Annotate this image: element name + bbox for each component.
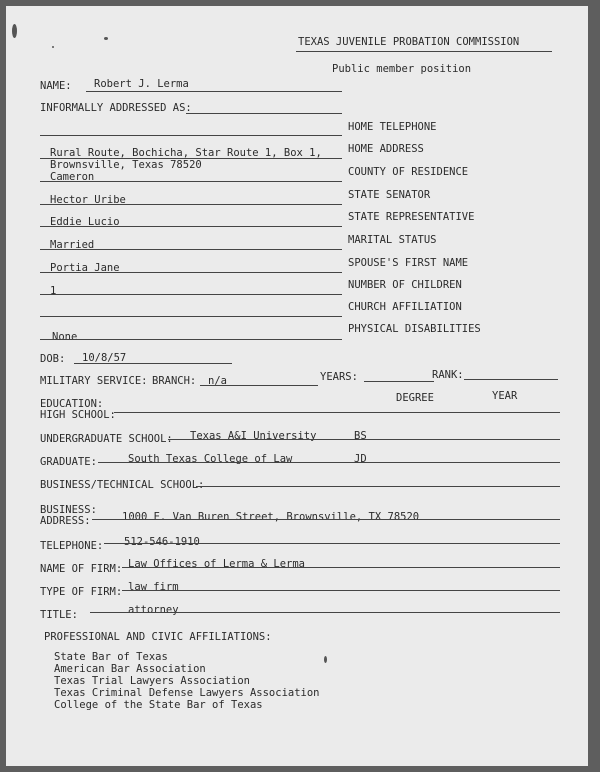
firm-name-line <box>122 567 560 568</box>
marital-line <box>40 249 342 250</box>
rank-label: RANK: <box>432 369 464 381</box>
branch-line <box>200 385 318 386</box>
graduate-degree: JD <box>354 453 367 465</box>
undergrad-line <box>168 439 560 440</box>
dob-label: DOB: <box>40 353 66 365</box>
county-label: COUNTY OF RESIDENCE <box>348 166 469 178</box>
firm-name-value: Law Offices of Lerma & Lerma <box>128 558 306 570</box>
commission-title: TEXAS JUVENILE PROBATION COMMISSION <box>298 36 520 48</box>
education-label: EDUCATION: <box>40 398 104 410</box>
business-address-label: ADDRESS: <box>40 515 91 527</box>
affiliation-item: State Bar of Texas <box>54 651 168 663</box>
title-line <box>90 612 560 613</box>
high-school-label: HIGH SCHOOL: <box>40 409 116 421</box>
senator-value: Hector Uribe <box>50 194 126 206</box>
disabilities-line <box>40 339 342 340</box>
representative-label: STATE REPRESENTATIVE <box>348 211 475 223</box>
affiliation-item: American Bar Association <box>54 663 206 675</box>
business-address-value: 1000 E. Van Buren Street, Brownsville, TX 78520 <box>122 511 420 523</box>
county-line <box>40 181 342 182</box>
scan-speck <box>104 37 108 40</box>
children-label: NUMBER OF CHILDREN <box>348 279 462 291</box>
graduate-line <box>98 462 560 463</box>
dob-line <box>74 363 232 364</box>
disabilities-value: None <box>52 331 78 343</box>
title-value: attorney <box>128 604 179 616</box>
county-value: Cameron <box>50 171 95 183</box>
senator-label: STATE SENATOR <box>348 189 431 201</box>
marital-value: Married <box>50 239 95 251</box>
branch-label: BRANCH: <box>152 375 197 387</box>
name-value: Robert J. Lerma <box>94 78 189 90</box>
firm-type-line <box>122 590 560 591</box>
name-line <box>86 91 342 92</box>
representative-line <box>40 226 342 227</box>
address-line2-value: Brownsville, Texas 78520 <box>50 159 202 171</box>
military-label: MILITARY SERVICE: <box>40 375 148 387</box>
address-line1-value: Rural Route, Bochicha, Star Route 1, Box 1, <box>50 147 322 159</box>
children-line <box>40 294 342 295</box>
home-telephone-label: HOME TELEPHONE <box>348 121 437 133</box>
telephone-value: 512-546-1910 <box>124 536 200 548</box>
years-line <box>364 381 434 382</box>
graduate-label: GRADUATE: <box>40 456 97 468</box>
undergrad-value: Texas A&I University <box>190 430 317 442</box>
years-label: YEARS: <box>320 371 358 383</box>
title-underline <box>296 51 552 52</box>
spouse-value: Portia Jane <box>50 262 120 274</box>
affiliations-label: PROFESSIONAL AND CIVIC AFFILIATIONS: <box>44 631 272 643</box>
telephone-line <box>104 543 560 544</box>
disabilities-label: PHYSICAL DISABILITIES <box>348 323 481 335</box>
affiliations-list <box>54 651 320 711</box>
scan-speck <box>324 656 327 663</box>
business-tech-label: BUSINESS/TECHNICAL SCHOOL: <box>40 479 205 491</box>
undergrad-label: UNDERGRADUATE SCHOOL: <box>40 433 173 445</box>
telephone-label: TELEPHONE: <box>40 540 104 552</box>
scan-speck <box>52 46 54 48</box>
spouse-label: SPOUSE'S FIRST NAME <box>348 257 469 269</box>
affiliation-item: College of the State Bar of Texas <box>54 699 263 711</box>
degree-column-label: DEGREE <box>396 392 434 404</box>
graduate-value: South Texas College of Law <box>128 453 293 465</box>
name-label: NAME: <box>40 80 72 92</box>
marital-label: MARITAL STATUS <box>348 234 437 246</box>
senator-line <box>40 204 342 205</box>
representative-value: Eddie Lucio <box>50 216 120 228</box>
scan-speck <box>12 24 17 38</box>
church-line <box>40 316 342 317</box>
informally-label: INFORMALLY ADDRESSED AS: <box>40 102 192 114</box>
undergrad-degree: BS <box>354 430 367 442</box>
affiliation-item: Texas Criminal Defense Lawyers Association <box>54 687 320 699</box>
business-address-line <box>92 519 560 520</box>
home-address-label: HOME ADDRESS <box>348 143 424 155</box>
business-label: BUSINESS: <box>40 504 97 516</box>
business-tech-line <box>196 486 560 487</box>
informally-line <box>186 113 342 114</box>
church-label: CHURCH AFFILIATION <box>348 301 462 313</box>
children-value: 1 <box>50 285 57 297</box>
firm-type-value: law firm <box>128 581 179 593</box>
affiliation-item: Texas Trial Lawyers Association <box>54 675 250 687</box>
high-school-line <box>114 412 560 413</box>
dob-value: 10/8/57 <box>82 352 127 364</box>
form-page <box>6 6 588 766</box>
year-column-label: YEAR <box>492 390 518 402</box>
spouse-line <box>40 272 342 273</box>
rank-line <box>464 379 558 380</box>
home-telephone-line <box>40 135 342 136</box>
position-subtitle: Public member position <box>332 63 472 75</box>
firm-type-label: TYPE OF FIRM: <box>40 586 123 598</box>
firm-name-label: NAME OF FIRM: <box>40 563 123 575</box>
branch-value: n/a <box>208 375 227 387</box>
title-label: TITLE: <box>40 609 78 621</box>
